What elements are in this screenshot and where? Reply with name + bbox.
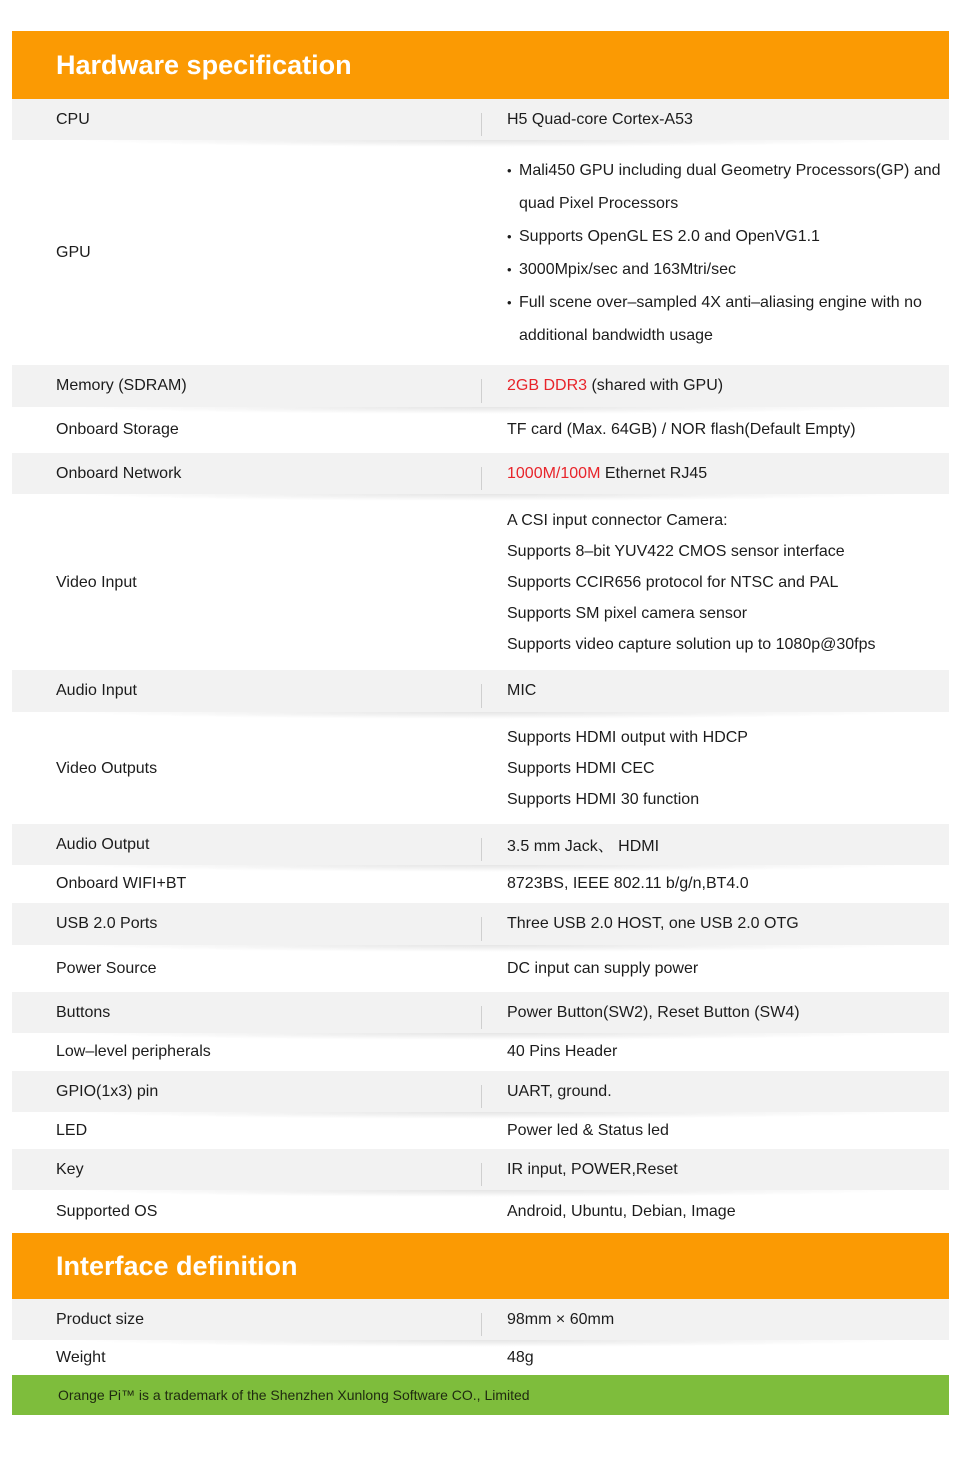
spec-value: 98mm × 60mm	[507, 1310, 615, 1328]
interface-definition-header	[12, 1233, 949, 1299]
spec-label: Power Source	[56, 959, 157, 977]
spec-row-buttons	[12, 992, 949, 1033]
hardware-specification-title: Hardware specification	[56, 49, 352, 80]
spec-label: CPU	[56, 110, 90, 128]
spec-row-storage	[12, 407, 949, 453]
network-detail: Ethernet RJ45	[600, 464, 708, 482]
list-item: Supports CCIR656 protocol for NTSC and PAL	[507, 573, 839, 591]
list-item: • Mali450 GPU including dual Geometry Processors(GP) and quad Pixel Processors	[507, 154, 949, 220]
list-item: Supports HDMI output with HDCP	[507, 728, 748, 746]
spec-row-peripherals	[12, 1033, 949, 1071]
spec-value: Three USB 2.0 HOST, one USB 2.0 OTG	[507, 915, 799, 932]
list-item: Supports HDMI 30 function	[507, 790, 700, 808]
spec-value: TF card (Max. 64GB) / NOR flash(Default Empty)	[507, 421, 856, 438]
spec-row-network	[12, 453, 949, 494]
spec-value: Android, Ubuntu, Debian, Image	[507, 1202, 736, 1220]
spec-sheet	[12, 31, 949, 1415]
spec-row-usb	[12, 903, 949, 945]
spec-value: 48g	[507, 1348, 534, 1366]
spec-row-video-outputs	[12, 712, 949, 824]
list-item: Supports SM pixel camera sensor	[507, 604, 748, 622]
spec-label: Onboard Storage	[56, 421, 179, 438]
spec-row-weight	[12, 1340, 949, 1375]
spec-value: 3.5 mm Jack、 HDMI	[507, 838, 660, 855]
trademark-footer	[12, 1375, 949, 1415]
spec-value: IR input, POWER,Reset	[507, 1160, 678, 1178]
spec-value	[482, 494, 949, 670]
spec-value	[482, 712, 949, 824]
spec-row-memory	[12, 365, 949, 407]
spec-value	[482, 453, 949, 494]
spec-value: 8723BS, IEEE 802.11 b/g/n,BT4.0	[507, 875, 749, 892]
spec-label: Video Input	[56, 573, 137, 591]
spec-label: GPU	[56, 243, 91, 261]
memory-highlight: 2GB DDR3	[507, 377, 588, 394]
spec-row-gpio	[12, 1071, 949, 1112]
interface-definition-title: Interface definition	[56, 1250, 298, 1281]
spec-label: Onboard WIFI+BT	[56, 875, 187, 892]
spec-label: USB 2.0 Ports	[56, 915, 158, 932]
spec-value: UART, ground.	[507, 1082, 612, 1100]
list-item: • Supports OpenGL ES 2.0 and OpenVG1.1	[507, 220, 949, 253]
spec-row-product-size	[12, 1299, 949, 1340]
spec-row-power	[12, 945, 949, 992]
spec-label: Key	[56, 1160, 84, 1178]
network-highlight: 1000M/100M	[507, 464, 601, 482]
spec-label: Supported OS	[56, 1202, 158, 1220]
spec-value: Power led & Status led	[507, 1121, 669, 1139]
spec-label: GPIO(1x3) pin	[56, 1082, 159, 1100]
spec-row-audio-output	[12, 824, 949, 865]
spec-value	[482, 154, 949, 352]
hardware-specification-header	[12, 31, 949, 99]
spec-label: Video Outputs	[56, 759, 158, 777]
list-item: Supports HDMI CEC	[507, 759, 655, 777]
spec-label: Audio Output	[56, 835, 150, 853]
spec-row-os	[12, 1190, 949, 1233]
spec-row-audio-input	[12, 670, 949, 712]
spec-value: MIC	[507, 682, 537, 699]
spec-label: Audio Input	[56, 682, 137, 699]
list-item: A CSI input connector Camera:	[507, 511, 728, 529]
spec-row-wifi	[12, 865, 949, 903]
spec-label: LED	[56, 1121, 88, 1139]
spec-value: 40 Pins Header	[507, 1043, 618, 1060]
memory-detail: (shared with GPU)	[587, 377, 724, 394]
spec-label: Weight	[56, 1348, 106, 1366]
list-item: • 3000Mpix/sec and 163Mtri/sec	[507, 253, 949, 286]
list-item: Supports 8–bit YUV422 CMOS sensor interface	[507, 542, 845, 560]
spec-value: Power Button(SW2), Reset Button (SW4)	[507, 1003, 800, 1021]
spec-label: Buttons	[56, 1003, 111, 1021]
spec-row-led	[12, 1112, 949, 1149]
spec-label: Low–level peripherals	[56, 1043, 211, 1060]
gpu-feature-list	[507, 154, 949, 352]
list-item: Supports video capture solution up to 1080p@30fps	[507, 635, 876, 653]
list-item: • Full scene over–sampled 4X anti–aliasing engine with no additional bandwidth usage	[507, 286, 949, 352]
spec-row-key	[12, 1149, 949, 1190]
spec-label: Onboard Network	[56, 464, 182, 482]
spec-row-gpu	[12, 140, 949, 365]
spec-row-video-input	[12, 494, 949, 670]
spec-row-cpu	[12, 99, 949, 140]
spec-value: DC input can supply power	[507, 959, 699, 977]
spec-value	[482, 365, 949, 407]
spec-label: Product size	[56, 1310, 145, 1328]
spec-value: H5 Quad-core Cortex-A53	[507, 110, 693, 128]
spec-label: Memory (SDRAM)	[56, 377, 187, 394]
trademark-text: Orange Pi™ is a trademark of the Shenzhen Xunlong Software CO., Limited	[58, 1387, 530, 1403]
